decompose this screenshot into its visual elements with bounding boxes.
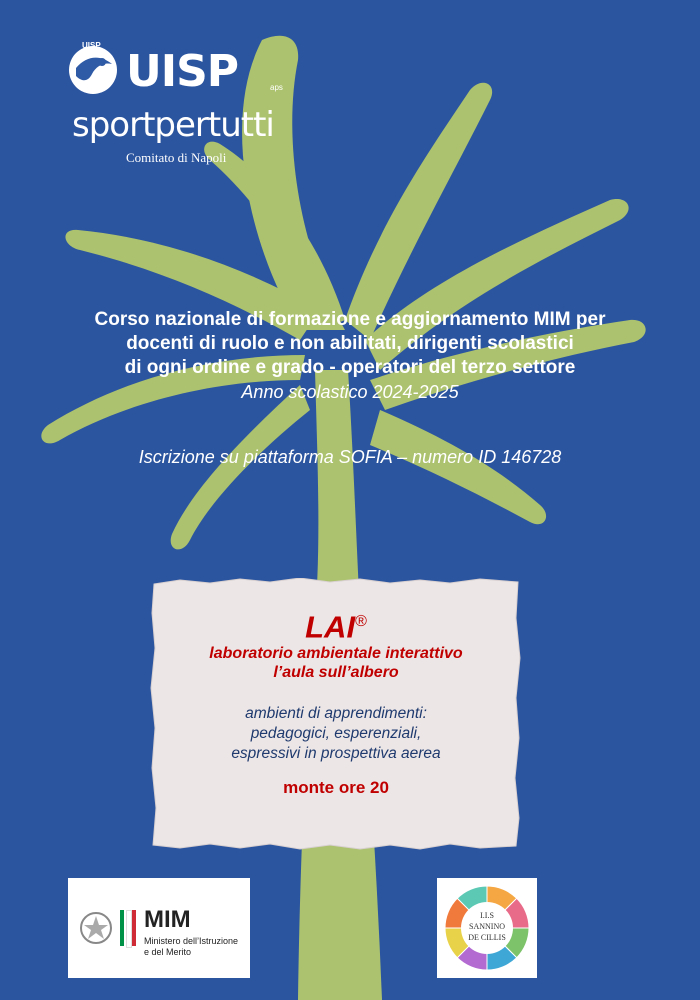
lai-title-text: LAI	[305, 609, 356, 645]
card-subtitle-1: laboratorio ambientale interattivo	[209, 645, 463, 663]
mim-line-2: e del Merito	[144, 947, 192, 957]
uisp-aps-label: aps	[270, 83, 283, 92]
course-description	[40, 308, 660, 404]
registration-line: Iscrizione su piattaforma SOFIA – numero ID 146728	[138, 447, 562, 467]
course-hours: monte ore 20	[283, 778, 389, 798]
mim-line-1: Ministero dell’Istruzione	[144, 936, 239, 946]
committee-label: Comitato di Napoli	[126, 150, 227, 165]
course-line-1: Corso nazionale di formazione e aggiornamento MIM per	[94, 309, 606, 330]
card-content	[160, 605, 512, 798]
card-desc-2: pedagogici, esperenziali,	[250, 725, 422, 743]
school-line-3: DE CILLIS	[468, 933, 506, 942]
mim-logo-box	[68, 878, 250, 978]
sportpertutti-tagline: sportpertutti	[72, 105, 274, 145]
school-line-1: I.I.S	[480, 911, 494, 920]
registration-info	[40, 445, 660, 469]
registered-mark: ®	[355, 613, 367, 630]
lai-title	[160, 605, 512, 644]
school-logo-box	[437, 878, 537, 978]
school-year: Anno scolastico 2024-2025	[241, 382, 459, 402]
card-desc-1: ambienti di apprendimenti:	[245, 705, 427, 723]
card-subtitle-2: l’aula sull’albero	[273, 664, 399, 682]
school-line-2: SANNINO	[469, 922, 505, 931]
flag-green-bar	[120, 910, 124, 946]
italian-emblem-icon	[78, 908, 114, 948]
course-line-3: di ogni ordine e grado - operatori del terzo settore	[124, 357, 576, 378]
course-line-2: docenti di ruolo e non abilitati, dirigenti scolastici	[126, 333, 574, 354]
card-desc-3: espressivi in prospettiva aerea	[231, 745, 441, 763]
mim-acronym: MIM	[144, 906, 191, 933]
uisp-wordmark: UISP	[126, 46, 239, 97]
school-name	[437, 910, 537, 943]
uisp-small-label: UISP	[82, 41, 101, 50]
flag-red-bar	[132, 910, 136, 946]
